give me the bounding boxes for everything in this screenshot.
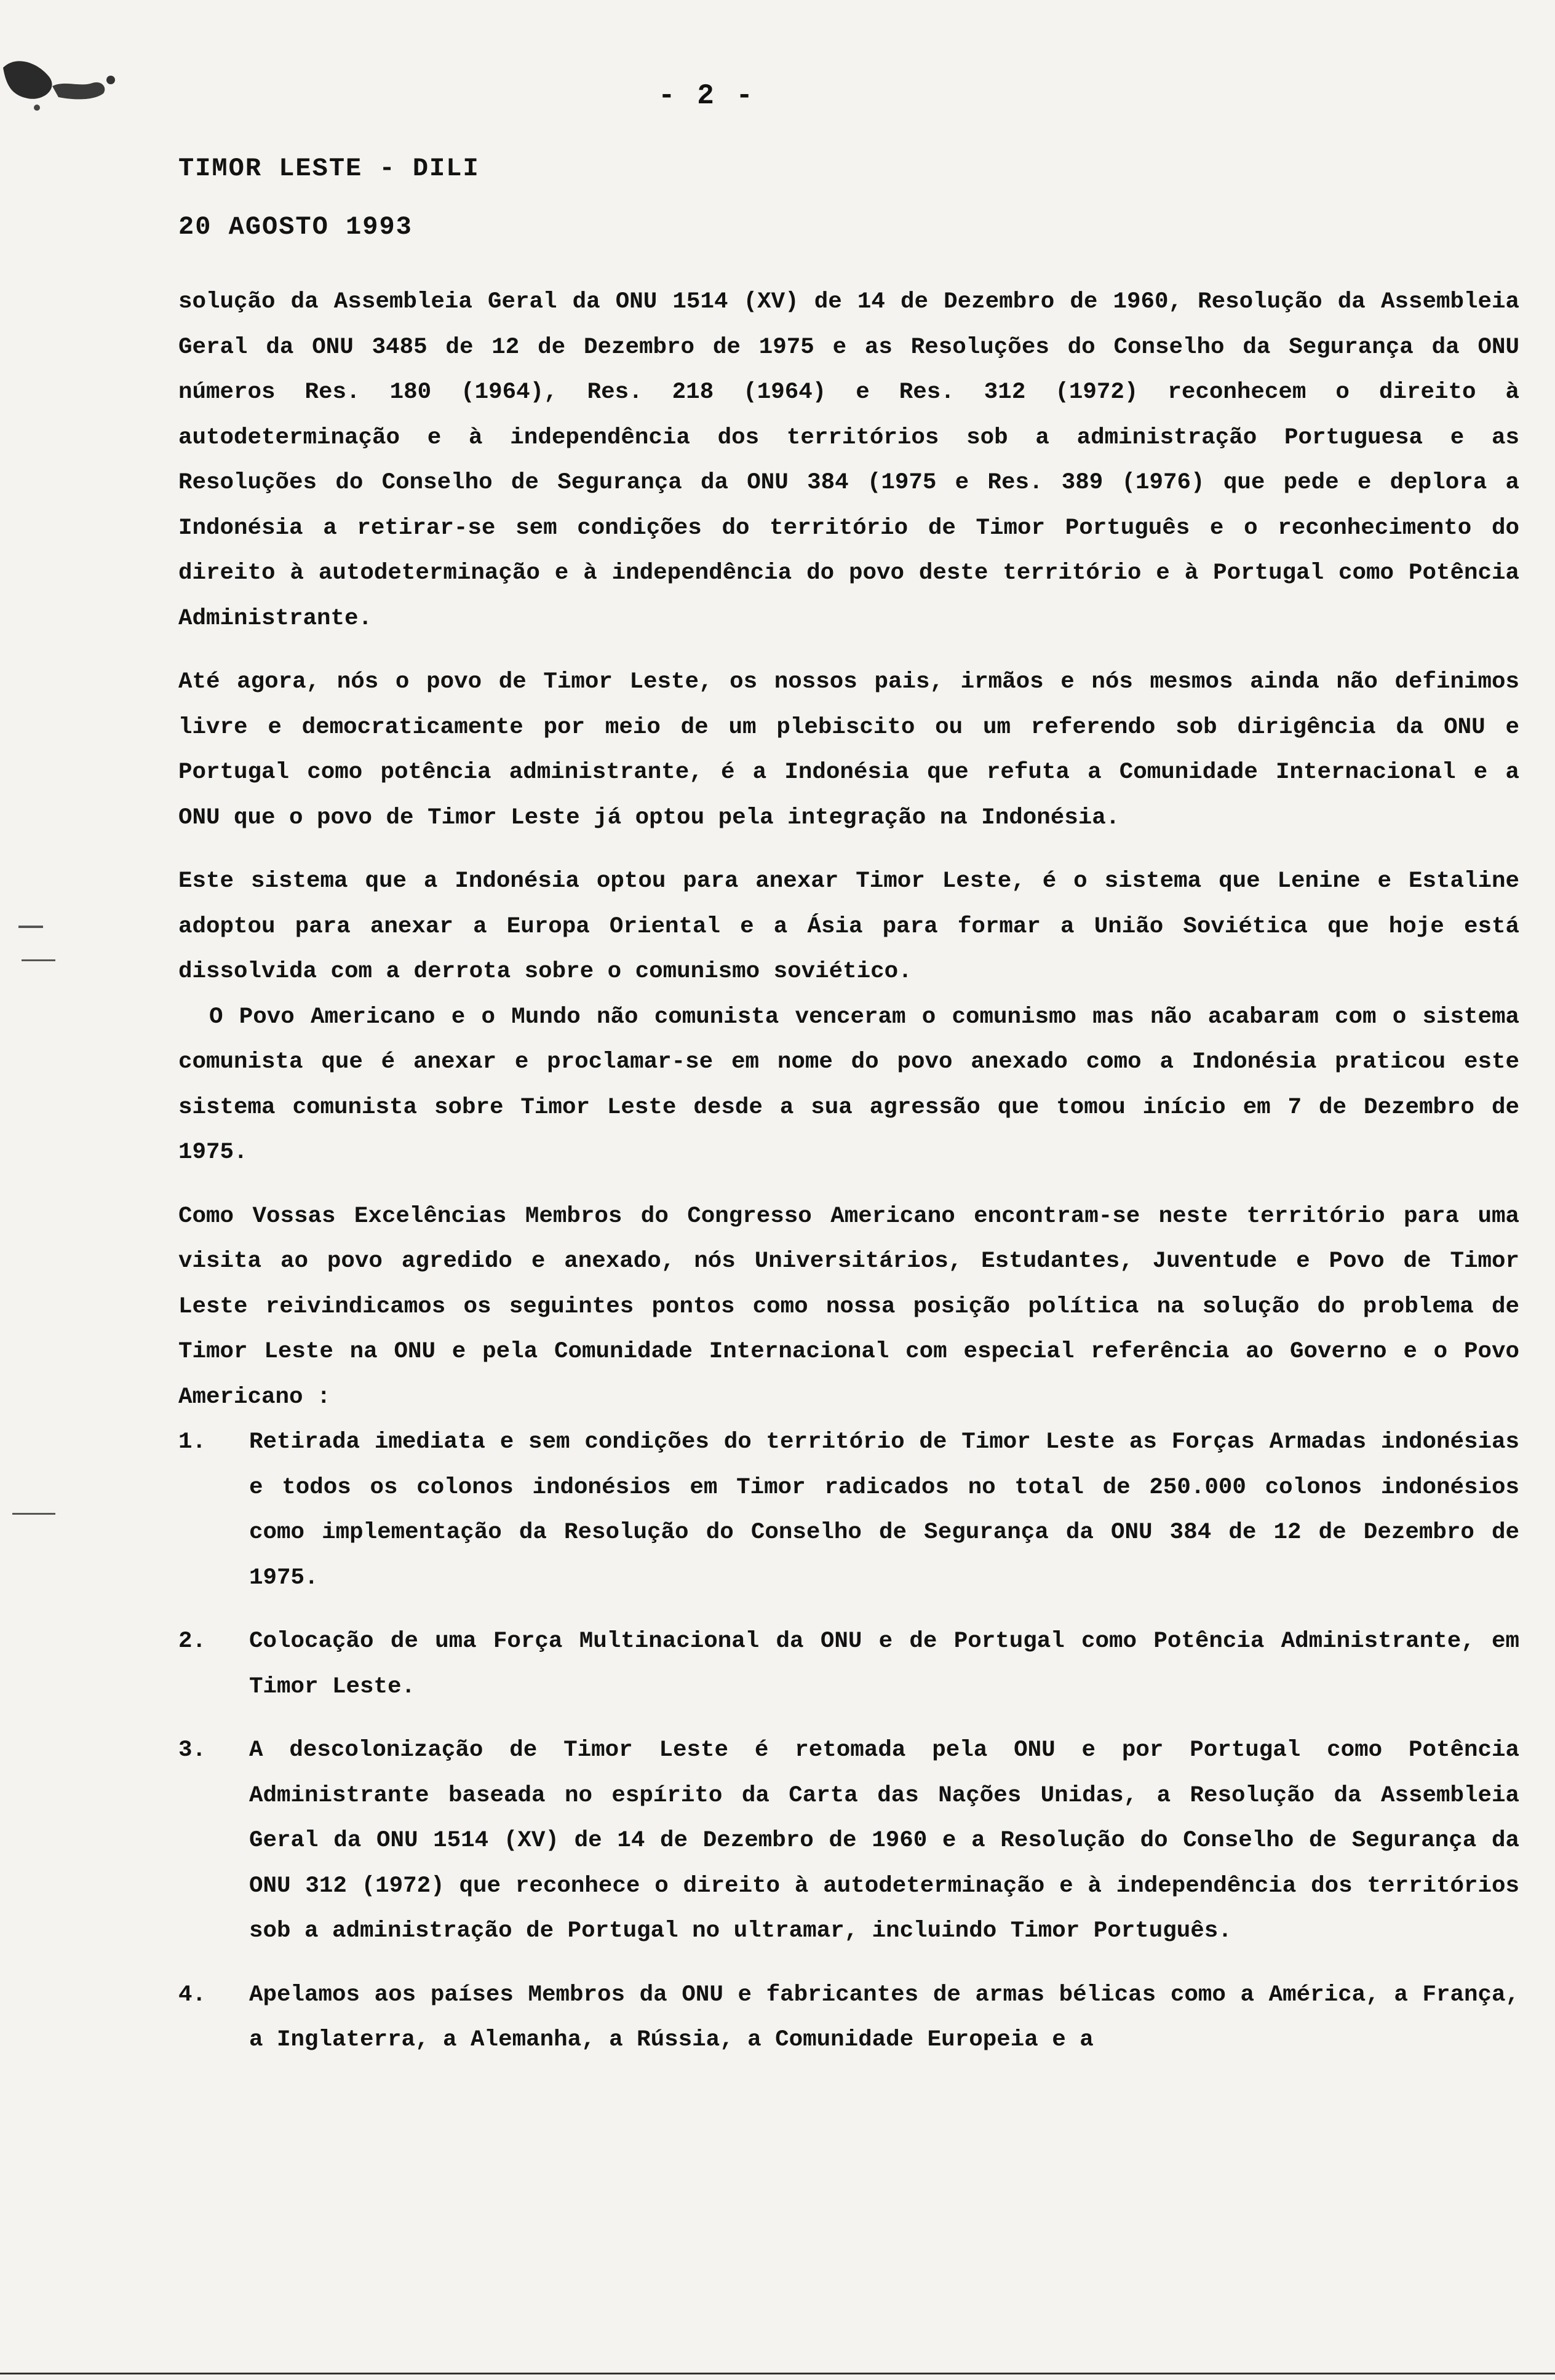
demand-item xyxy=(178,1973,1519,2063)
demand-number: 1. xyxy=(178,1429,207,1455)
demand-item xyxy=(178,1619,1519,1710)
paragraph-resolutions: solução da Assembleia Geral da ONU 1514 (XV) de 14 de Dezembro de 1960, Resolução da Assembleia Geral da ONU 3485 de 12 de Dezembro de 1975 e as Resoluções do Conselho da Segurança da ONU números Res. 180 (1964), Res. 218 (1964) e Res. 312 (1972) reconhecem o direito à autodeterminação e à independência dos territórios sob a administração Portuguesa e as Resoluções do Conselho de Segurança da ONU 384 (1975 e Res. 389 (1976) que pede e deplora a Indonésia a retirar-se sem condições do território de Timor Português e o reconhecimento do direito à autodeterminação e à independência do povo deste território e à Portugal como Potência Administrante. xyxy=(178,289,1519,632)
demands-list xyxy=(178,1420,1519,2063)
demand-number: 3. xyxy=(178,1737,207,1763)
ink-stain-mark xyxy=(0,43,123,117)
demand-number: 2. xyxy=(178,1628,207,1654)
demand-text: Retirada imediata e sem condições do território de Timor Leste as Forças Armadas indonésias e todos os colonos indonésios em Timor radicados no total de 250.000 colonos indonésios como implementação da Resolução do Conselho de Segurança da ONU 384 de 12 de Dezembro de 1975. xyxy=(249,1429,1519,1591)
header-date: 20 AGOSTO 1993 xyxy=(178,212,413,242)
bottom-edge-rule xyxy=(0,2373,1555,2374)
margin-mark xyxy=(22,959,55,961)
header-location: TIMOR LESTE - DILI xyxy=(178,154,480,183)
demand-text: Apelamos aos países Membros da ONU e fabricantes de armas bélicas como a América, a França, a Inglaterra, a Alemanha, a Rússia, a Comunidade Europeia e a xyxy=(249,1981,1519,2053)
demand-item xyxy=(178,1420,1519,1601)
demand-number: 4. xyxy=(178,1981,207,2008)
paragraph-annexation-system: Este sistema que a Indonésia optou para anexar Timor Leste, é o sistema que Lenine e Estaline adoptou para anexar a Europa Oriental e a Ásia para formar a União Soviética que hoje está dissolvida com a derrota sobre o comunismo soviético. xyxy=(178,868,1519,985)
demand-text: Colocação de uma Força Multinacional da ONU e de Portugal como Potência Administrante, em Timor Leste. xyxy=(249,1628,1519,1700)
paragraph-referendum: Até agora, nós o povo de Timor Leste, os nossos pais, irmãos e nós mesmos ainda não definimos livre e democraticamente por meio de um plebiscito ou um referendo sob dirigência da ONU e Portugal como potência administrante, é a Indonésia que refuta a Comunidade Internacional e a ONU que o povo de Timor Leste já optou pela integração na Indonésia. xyxy=(178,669,1519,831)
paragraph-communism: O Povo Americano e o Mundo não comunista venceram o comunismo mas não acabaram com o sistema comunista que é anexar e proclamar-se em nome do povo anexado como a Indonésia praticou este sistema comunista sobre Timor Leste desde a sua agressão que tomou início em 7 de Dezembro de 1975. xyxy=(178,1004,1519,1165)
demand-item xyxy=(178,1728,1519,1954)
paragraph-congress-visit: Como Vossas Excelências Membros do Congresso Americano encontram-se neste território para uma visita ao povo agredido e anexado, nós Universitários, Estudantes, Juventude e Povo de Timor Leste reivindicamos os seguintes pontos como nossa posição política na solução do problema de Timor Leste na ONU e pela Comunidade Internacional com especial referência ao Governo e o Povo Americano : xyxy=(178,1203,1519,1410)
letter-body xyxy=(178,280,1519,2063)
page-number: - 2 - xyxy=(658,80,756,112)
demand-text: A descolonização de Timor Leste é retomada pela ONU e por Portugal como Potência Administrante baseada no espírito da Carta das Nações Unidas, a Resolução da Assembleia Geral da ONU 1514 (XV) de 14 de Dezembro de 1960 e a Resolução do Conselho de Segurança da ONU 312 (1972) que reconhece o direito à autodeterminação e à independência dos territórios sob a administração de Portugal no ultramar, incluindo Timor Português. xyxy=(249,1737,1519,1944)
margin-mark xyxy=(18,926,43,928)
margin-mark xyxy=(12,1513,55,1515)
